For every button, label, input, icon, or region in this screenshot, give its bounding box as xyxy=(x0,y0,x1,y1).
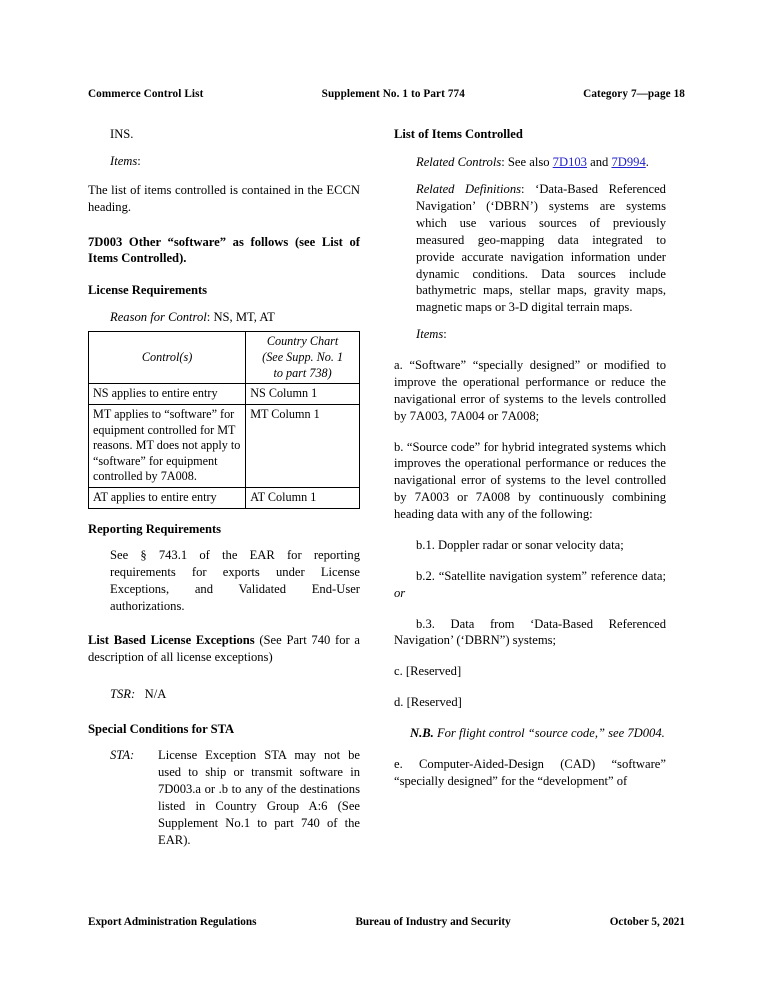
nb-text: For flight control “source code,” see 7D004. xyxy=(433,726,665,741)
country-chart-line2: (See Supp. No. 1 xyxy=(262,350,344,365)
items-label-left xyxy=(88,153,360,170)
list-of-items-controlled-heading: List of Items Controlled xyxy=(394,127,523,141)
list-based-license-exceptions-heading xyxy=(88,632,360,666)
items-italic-label: Items xyxy=(110,153,138,168)
item-e: e. Computer-Aided-Design (CAD) “software” “specially designed” for the “development” of xyxy=(394,756,666,788)
license-requirements-heading: License Requirements xyxy=(88,283,208,298)
control-cell: NS applies to entire entry xyxy=(89,384,246,405)
item-b3-text: b.3. Data from ‘Data-Based Referenced Navigation’ (‘DBRN”) systems; xyxy=(394,616,666,648)
left-column xyxy=(88,126,360,849)
control-country-chart-table xyxy=(88,331,360,508)
ins-line: INS. xyxy=(110,127,134,141)
nb-paragraph xyxy=(394,725,666,742)
items-paragraph: The list of items controlled is contained in the ECCN heading. xyxy=(88,182,360,214)
table-header-country-chart xyxy=(246,332,360,384)
item-b: b. “Source code” for hybrid integrated systems which improves the operational performance or reduces the navigational error of systems to the level controlled by 7A003 or 7A008 by continuously combining heading data with any of the following: xyxy=(394,439,666,522)
eccn-heading: 7D003 Other “software” as follows (see List of Items Controlled). xyxy=(88,234,360,265)
control-cell: MT applies to “software” for equipment controlled for MT reasons. MT does not apply to “software” for equipment controlled by 7A008. xyxy=(89,404,246,487)
table-header-row xyxy=(89,332,360,384)
item-b3-indent xyxy=(394,617,416,631)
related-controls-text-2: and xyxy=(586,155,612,170)
page-footer xyxy=(88,916,685,928)
tsr-line xyxy=(88,686,360,703)
item-b3 xyxy=(394,616,666,650)
reporting-requirements-heading: Reporting Requirements xyxy=(88,521,222,536)
item-c: c. [Reserved] xyxy=(394,664,462,679)
related-controls-text-1: : See also xyxy=(501,155,553,170)
table-row xyxy=(89,404,360,487)
running-head xyxy=(88,88,685,100)
footer-center: Bureau of Industry and Security xyxy=(355,916,511,928)
reason-for-control xyxy=(88,309,360,326)
country-chart-cell: NS Column 1 xyxy=(246,384,360,405)
nb-label: N.B. xyxy=(410,726,434,741)
item-d: d. [Reserved] xyxy=(394,695,462,710)
body-columns xyxy=(88,126,685,849)
item-a: a. “Software” “specially designed” or modified to improve the operational performance or reduce the navigational error of systems to the levels controlled by 7A003, 7A004 or 7A008; xyxy=(394,358,666,423)
list-based-bold: List Based License Exceptions xyxy=(88,633,255,648)
running-head-center: Supplement No. 1 to Part 774 xyxy=(321,88,465,100)
sta-block xyxy=(88,747,360,848)
reporting-requirements-text: See § 743.1 of the EAR for reporting requirements for exports under License Exceptions, and Validated End-User authorizations. xyxy=(110,547,360,613)
nb-indent xyxy=(394,726,410,740)
related-definitions-paragraph xyxy=(394,181,666,316)
item-b2 xyxy=(394,568,666,602)
link-7d103[interactable]: 7D103 xyxy=(552,155,587,170)
control-cell: AT applies to entire entry xyxy=(89,487,246,508)
footer-right: October 5, 2021 xyxy=(609,916,685,928)
item-b1: b.1. Doppler radar or sonar velocity data; xyxy=(416,537,624,552)
items-colon-right: : xyxy=(443,327,447,342)
tsr-label: TSR: xyxy=(110,687,136,702)
reason-for-control-value: : NS, MT, AT xyxy=(206,309,275,324)
running-head-left: Commerce Control List xyxy=(88,88,204,100)
related-controls-text-3: . xyxy=(645,155,649,170)
table-row xyxy=(89,487,360,508)
table-row xyxy=(89,384,360,405)
list-based-rest: (See Part 740 for a description of all license exceptions) xyxy=(88,633,361,665)
item-b2-text: b.2. “Satellite navigation system” reference data; xyxy=(416,568,666,583)
item-b2-or: or xyxy=(394,585,406,600)
country-chart-cell: AT Column 1 xyxy=(246,487,360,508)
sta-label: STA: xyxy=(110,748,135,763)
related-definitions-text: : ‘Data-Based Referenced Navigation’ (‘DBRN’) systems are systems which use various sources of previously measured geo-mapping data integrated to provide accurate navigation information under dynamic conditions. Data sources include bathymetric maps, stellar maps, gravity maps, magnetic maps or 3-D digital terrain maps. xyxy=(416,182,666,315)
related-controls-paragraph xyxy=(394,154,666,171)
country-chart-cell: MT Column 1 xyxy=(246,404,360,487)
related-definitions-label: Related Definitions xyxy=(416,182,522,197)
item-b2-indent xyxy=(394,569,416,583)
running-head-right: Category 7—page 18 xyxy=(583,88,685,100)
items-italic-label-right: Items xyxy=(416,327,444,342)
right-column xyxy=(394,126,666,800)
country-chart-line1: Country Chart xyxy=(266,334,339,349)
special-conditions-heading: Special Conditions for STA xyxy=(88,722,235,737)
country-chart-line3: to part 738) xyxy=(273,365,332,380)
items-colon: : xyxy=(137,153,141,168)
link-7d994[interactable]: 7D994 xyxy=(611,155,646,170)
footer-left: Export Administration Regulations xyxy=(88,916,257,928)
items-label-right xyxy=(394,326,666,343)
tsr-value: N/A xyxy=(144,687,167,702)
sta-text: License Exception STA may not be used to ship or transmit software in 7D003.a or .b to any of the destinations listed in Country Group A:6 (See Supplement No.1 to part 740 of the EAR). xyxy=(158,748,360,847)
reason-for-control-label: Reason for Control xyxy=(110,309,207,324)
table-header-controls: Control(s) xyxy=(89,332,246,384)
related-controls-label: Related Controls xyxy=(416,155,502,170)
